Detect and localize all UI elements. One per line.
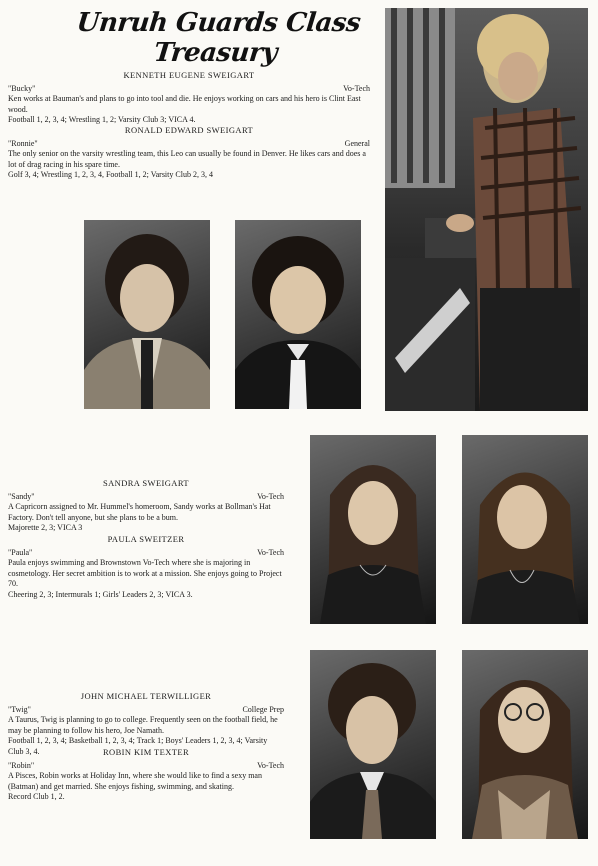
student-course: Vo-Tech — [343, 83, 370, 93]
student-description: Ken works at Bauman's and plans to go into tool and die. He enjoys working on cars and his hero is Clint East wood. — [8, 94, 361, 114]
student-activities: Golf 3, 4; Wrestling 1, 2, 3, 4, Football 1, 2; Varsity Club 2, 3, 4 — [8, 170, 213, 179]
portrait-john-terwilliger — [310, 650, 436, 839]
portrait-kenneth-sweigart — [84, 220, 210, 409]
student-name: KENNETH EUGENE SWEIGART — [123, 70, 255, 80]
student-activities: Majorette 2, 3; VICA 3 — [8, 523, 83, 532]
student-nickname: "Robin" — [8, 760, 35, 770]
student-description: The only senior on the varsity wrestling team, this Leo can usually be found in Denver. He likes cars and does a lot of drag racing in his spare time. — [8, 149, 366, 169]
student-nickname: "Sandy" — [8, 491, 35, 501]
student-name: ROBIN KIM TEXTER — [102, 747, 190, 757]
candid-photo-workshop — [385, 8, 588, 411]
student-nickname: "Bucky" — [8, 83, 36, 93]
student-description: A Taurus, Twig is planning to go to college. Frequently seen on the football field, he may be planning to follow his hero, Joe Namath. — [8, 715, 278, 735]
student-bio-kenneth — [8, 70, 370, 126]
student-bio-robin — [8, 747, 284, 803]
portrait-paula-sweitzer — [462, 435, 588, 624]
student-name: SANDRA SWEIGART — [102, 478, 189, 488]
portrait-sandra-sweigart — [310, 435, 436, 624]
student-course: Vo-Tech — [257, 760, 284, 770]
student-activities: Football 1, 2, 3, 4; Wrestling 1, 2; Varsity Club 3; VICA 4. — [8, 115, 196, 124]
portrait-ronald-sweigart — [235, 220, 361, 409]
student-nickname: "Paula" — [8, 547, 33, 557]
student-bio-sandra — [8, 478, 284, 534]
student-description: A Capricorn assigned to Mr. Hummel's homeroom, Sandy works at Bollman's Hat Factory. Don't tell anyone, but she plans to be a bum. — [8, 502, 271, 522]
student-description: A Pisces, Robin works at Holiday Inn, where she would like to find a sexy man (Batman) and get married. She enjoys fishing, swimming, and skating. — [8, 771, 262, 791]
student-course: Vo-Tech — [257, 547, 284, 557]
student-name: JOHN MICHAEL TERWILLIGER — [80, 691, 212, 701]
student-description: Paula enjoys swimming and Brownstown Vo-Tech where she is majoring in cosmetology. Her secret ambition is to work at a mission. She enjoys going to Project 70. — [8, 558, 282, 588]
student-activities: Football 1, 2, 3, 4; Basketball 1, 2, 3, 4; Track 1; Boys' Leaders 1, 2, 3, 4; Varsity Club 3, 4. — [8, 736, 268, 756]
student-name: RONALD EDWARD SWEIGART — [124, 125, 254, 135]
student-nickname: "Twig" — [8, 704, 31, 714]
student-bio-ronald — [8, 125, 370, 181]
student-course: Vo-Tech — [257, 491, 284, 501]
page-title: Unruh Guards Class Treasury — [75, 8, 362, 68]
student-activities: Record Club 1, 2. — [8, 792, 65, 801]
student-name: PAULA SWEITZER — [107, 534, 185, 544]
student-nickname: "Ronnie" — [8, 138, 38, 148]
student-course: General — [344, 138, 370, 148]
student-activities: Cheering 2, 3; Intermurals 1; Girls' Leaders 2, 3; VICA 3. — [8, 589, 193, 599]
portrait-robin-texter — [462, 650, 588, 839]
student-bio-paula — [8, 534, 284, 600]
student-course: College Prep — [242, 704, 284, 714]
